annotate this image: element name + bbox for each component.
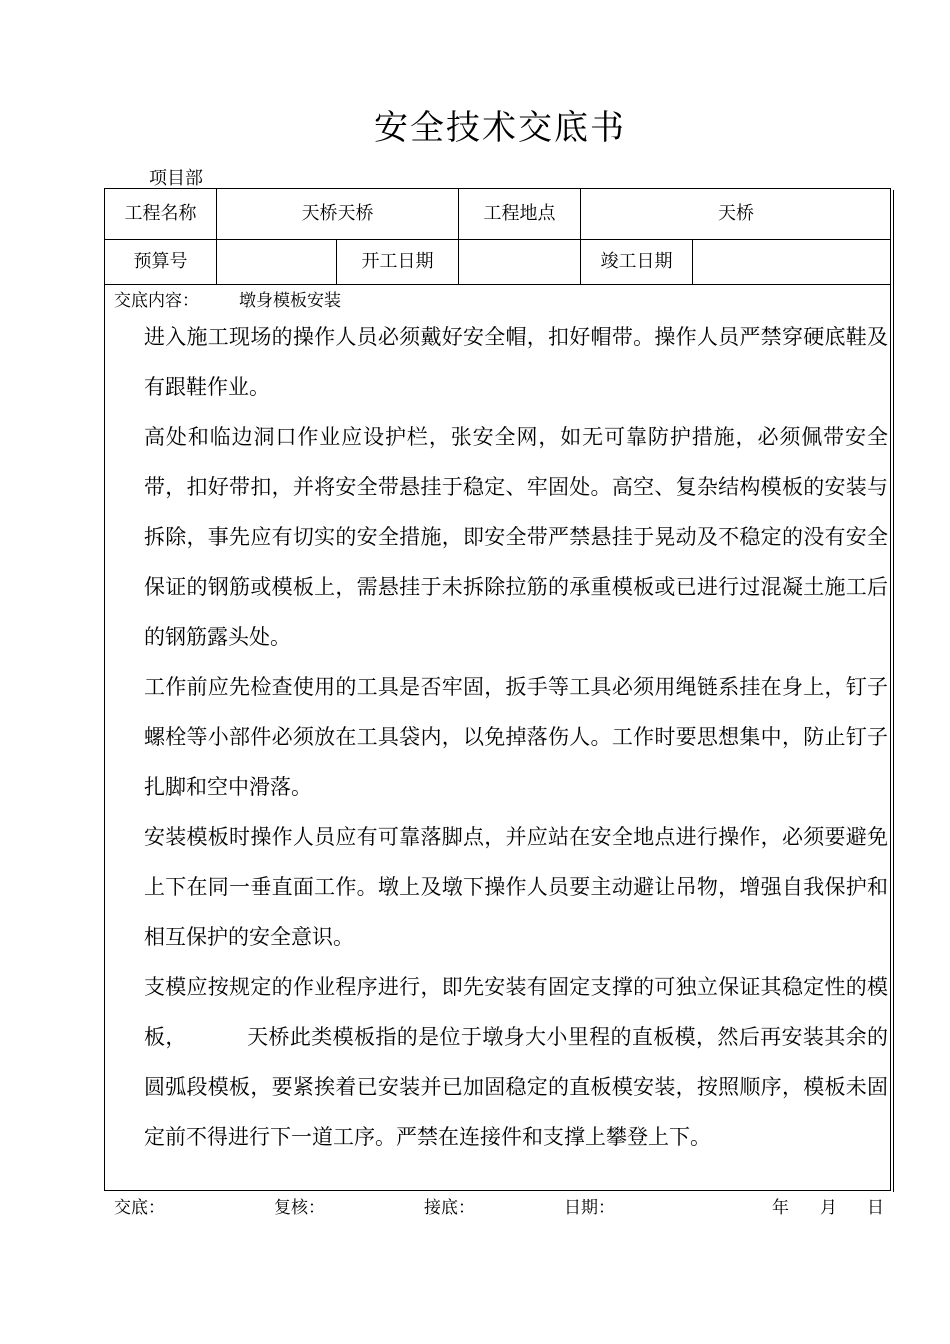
content-paragraph — [144, 962, 888, 1162]
content-body — [144, 312, 888, 1162]
project-name-label: 工程名称 — [124, 203, 197, 224]
project-name-value: 天桥天桥 — [301, 203, 374, 224]
content-paragraph: 工作前应先检查使用的工具是否牢固，扳手等工具必须用绳链系挂在身上，钉子螺栓等小部件必须放在工具袋内，以免掉落伤人。工作时要思想集中，防止钉子扎脚和空中滑落。 — [144, 675, 888, 799]
receive-label: 接底： — [424, 1198, 475, 1218]
content-subject: 墩身模板安装 — [239, 291, 341, 311]
row-divider-2 — [104, 284, 891, 285]
handover-label: 交底： — [114, 1198, 165, 1218]
start-date-label: 开工日期 — [361, 251, 434, 272]
content-paragraph: 进入施工现场的操作人员必须戴好安全帽，扣好帽带。操作人员严禁穿硬底鞋及有跟鞋作业。 — [144, 325, 888, 399]
review-label: 复核： — [274, 1198, 325, 1218]
col-divider — [216, 239, 217, 284]
paragraph-part: 天桥此类模板指的是位于墩身大小里程的直板模，然后再安装其余的圆弧段模板，要紧挨着已安装并已加固稳定的直板模安装，按照顺序，模板未固定前不得进行下一道工序。严禁在连接件和支撑上攀登上下。 — [144, 1025, 888, 1149]
row-divider-1 — [104, 239, 891, 240]
location-value: 天桥 — [718, 203, 754, 224]
department-label: 项目部 — [149, 168, 203, 189]
document-title: 安全技术交底书 — [374, 108, 626, 148]
budget-label: 预算号 — [133, 251, 188, 272]
date-label: 日期： — [564, 1198, 615, 1218]
month-label: 月 — [820, 1198, 837, 1218]
frame-right-edge — [893, 190, 894, 1192]
year-label: 年 — [772, 1198, 789, 1218]
end-date-label: 竣工日期 — [600, 251, 673, 272]
col-divider — [692, 239, 693, 284]
location-label: 工程地点 — [483, 203, 556, 224]
content-paragraph: 高处和临边洞口作业应设护栏，张安全网，如无可靠防护措施，必须佩带安全带，扣好带扣，并将安全带悬挂于稳定、牢固处。高空、复杂结构模板的安装与拆除，事先应有切实的安全措施，即安全带严禁悬挂于晃动及不稳定的没有安全保证的钢筋或模板上，需悬挂于未拆除拉筋的承重模板或已进行过混凝土施工后的钢筋露头处。 — [144, 425, 888, 649]
col-divider — [458, 239, 459, 284]
paragraph-part: 支模应按规定的作业程序进行，即先安装有固定支撑的可独立保证其稳定性的模板， — [144, 975, 888, 1049]
content-paragraph: 安装模板时操作人员应有可靠落脚点，并应站在安全地点进行操作，必须要避免上下在同一垂直面工作。墩上及墩下操作人员要主动避让吊物，增强自我保护和相互保护的安全意识。 — [144, 825, 888, 949]
content-label: 交底内容： — [114, 291, 199, 311]
day-label: 日 — [867, 1198, 884, 1218]
